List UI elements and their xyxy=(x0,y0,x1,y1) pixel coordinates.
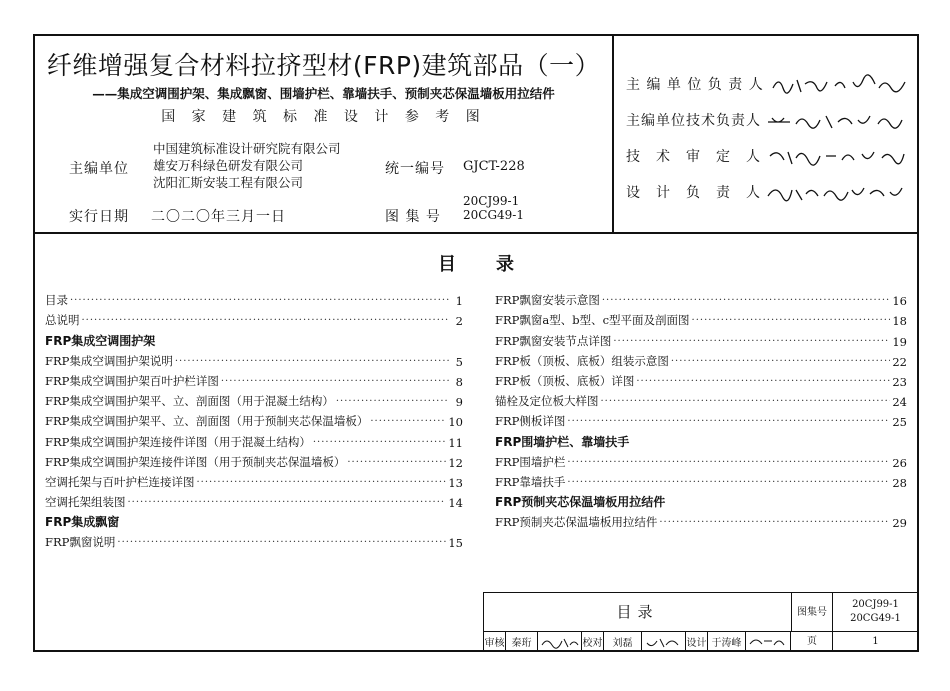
dot-leader xyxy=(117,536,446,550)
dot-leader xyxy=(636,375,890,389)
toc-page-number: 2 xyxy=(455,314,463,329)
toc-entry[interactable] xyxy=(495,288,907,308)
toc-entry-title: FRP侧板详图 xyxy=(495,414,566,429)
toc-page-number: 13 xyxy=(448,475,463,490)
responsible-label-4: 设 计 负 责 人 xyxy=(626,185,761,201)
toc-section-title: FRP预制夹芯保温墙板用拉结件 xyxy=(495,495,666,510)
toc-section-title: FRP围墙护栏、靠墙扶手 xyxy=(495,434,630,449)
dot-leader xyxy=(70,294,449,308)
toc-page-number: 23 xyxy=(892,374,907,389)
toc-entry-title: 锚栓及定位板大样图 xyxy=(495,394,599,409)
dot-leader xyxy=(197,476,447,490)
toc-entry-title: FRP飘窗安装示意图 xyxy=(495,293,600,308)
toc-entry[interactable] xyxy=(45,308,463,328)
title-block-meta xyxy=(792,593,918,651)
editor-label: 主编单位 xyxy=(69,161,129,177)
toc-entry[interactable] xyxy=(495,328,907,348)
editor-org-3: 沈阳汇斯安装工程有限公司 xyxy=(153,175,304,190)
toc-entry[interactable] xyxy=(45,369,463,389)
toc-entry[interactable] xyxy=(45,490,463,510)
toc-title: 目录 xyxy=(438,254,554,275)
toc-page-number: 22 xyxy=(892,354,907,369)
toc-entry[interactable] xyxy=(495,470,907,490)
toc-entry-title: FRP集成空调围护架平、立、剖面图（用于预制夹芯保温墙板） xyxy=(45,414,369,429)
toc-entry[interactable] xyxy=(495,308,907,328)
toc-entry-title: FRP集成空调围护架平、立、剖面图（用于混凝土结构） xyxy=(45,394,334,409)
effective-date: 二〇二〇年三月一日 xyxy=(151,209,286,225)
toc-page-number: 12 xyxy=(448,455,463,470)
tb-atlas-no-1: 20CJ99-1 xyxy=(852,599,899,610)
toc-section-heading xyxy=(45,510,463,530)
toc-entry[interactable] xyxy=(495,450,907,470)
header-info xyxy=(35,36,614,232)
toc-page-number: 26 xyxy=(892,455,907,470)
toc-page-number: 28 xyxy=(892,475,907,490)
toc-section-title: FRP集成空调围护架 xyxy=(45,333,156,348)
toc-entry-title: FRP集成空调围护架连接件详图（用于预制夹芯保温墙板） xyxy=(45,454,346,469)
toc-entry[interactable] xyxy=(45,450,463,470)
dot-leader xyxy=(567,456,890,470)
page-label: 页 xyxy=(807,636,817,647)
date-label: 实行日期 xyxy=(69,209,129,225)
toc-entry-title: 目录 xyxy=(45,293,68,308)
toc-entry-title: FRP板（顶板、底板）组装示意图 xyxy=(495,353,669,368)
design-label: 设计 xyxy=(686,632,708,651)
toc-entry[interactable] xyxy=(495,369,907,389)
toc-right-column xyxy=(495,288,907,530)
toc-page-number: 8 xyxy=(455,374,463,389)
toc-left-column xyxy=(45,288,463,550)
title-block xyxy=(483,592,918,651)
dot-leader xyxy=(221,375,449,389)
toc-entry[interactable] xyxy=(45,288,463,308)
responsible-label-3: 技 术 审 定 人 xyxy=(626,149,761,165)
toc-section-heading xyxy=(495,429,907,449)
handwritten-signature-icon xyxy=(766,182,916,204)
toc-entry[interactable] xyxy=(495,389,907,409)
toc-entry-title: FRP集成空调围护架百叶护栏详图 xyxy=(45,373,219,388)
atlas-label: 图集号 xyxy=(797,607,827,618)
toc-entry-title: FRP飘窗说明 xyxy=(45,535,116,550)
dot-leader xyxy=(613,335,890,349)
responsibles-block xyxy=(614,36,917,232)
toc-entry-title: FRP靠墙扶手 xyxy=(495,474,566,489)
dot-leader xyxy=(659,516,890,530)
toc-entry[interactable] xyxy=(45,530,463,550)
subtitle: ——集成空调围护架、集成飘窗、围墙护栏、靠墙扶手、预制夹芯保温墙板用拉结件 xyxy=(92,86,555,101)
handwritten-signature-icon xyxy=(766,146,916,168)
checker-signature-icon xyxy=(642,632,686,651)
cover-header xyxy=(35,36,917,234)
dot-leader xyxy=(347,456,446,470)
handwritten-signature-icon xyxy=(766,110,916,132)
dot-leader xyxy=(602,294,890,308)
toc-page-number: 9 xyxy=(455,395,463,410)
responsible-label-2: 主编单位技术负责人 xyxy=(626,113,761,129)
responsible-row-4 xyxy=(626,182,916,204)
toc-entry-title: 空调托架组装图 xyxy=(45,495,126,510)
review-label: 审核 xyxy=(484,632,506,651)
toc-entry-title: FRP围墙护栏 xyxy=(495,454,566,469)
standard-label: 国 家 建 筑 标 准 设 计 参 考 图 xyxy=(161,109,486,125)
toc-page-number: 14 xyxy=(448,496,463,511)
designer-name: 于涛峰 xyxy=(708,632,746,651)
dot-leader xyxy=(128,496,447,510)
signoff-row xyxy=(484,632,791,651)
checker-name: 刘磊 xyxy=(604,632,642,651)
dot-leader xyxy=(336,395,449,409)
toc-page-number: 1 xyxy=(455,294,463,309)
toc-entry-title: FRP飘窗a型、b型、c型平面及剖面图 xyxy=(495,313,690,328)
dot-leader xyxy=(567,476,890,490)
toc-page-number: 10 xyxy=(448,415,463,430)
toc-section-title: FRP集成飘窗 xyxy=(45,515,120,530)
toc-entry-title: FRP集成空调围护架连接件详图（用于混凝土结构） xyxy=(45,434,311,449)
toc-entry[interactable] xyxy=(495,349,907,369)
drawing-name: 目录 xyxy=(484,593,792,632)
responsible-row-1 xyxy=(626,74,919,96)
toc-entry[interactable] xyxy=(45,389,463,409)
toc-page-number: 29 xyxy=(892,516,907,531)
toc-page-number: 19 xyxy=(892,334,907,349)
dot-leader xyxy=(175,355,449,369)
toc-entry-title: 总说明 xyxy=(45,313,80,328)
toc-entry-title: 空调托架与百叶护栏连接详图 xyxy=(45,474,195,489)
toc-entry[interactable] xyxy=(495,409,907,429)
toc-entry[interactable] xyxy=(45,349,463,369)
toc-section-heading xyxy=(45,328,463,348)
responsible-label-1: 主 编 单 位 负 责 人 xyxy=(626,77,764,93)
handwritten-signature-icon xyxy=(769,74,919,96)
dot-leader xyxy=(567,415,890,429)
toc-page-number: 15 xyxy=(448,536,463,551)
page-number: 1 xyxy=(872,636,879,647)
toc-page-number: 24 xyxy=(892,395,907,410)
reviewer-signature-icon xyxy=(538,632,582,651)
toc-entry[interactable] xyxy=(45,409,463,429)
dot-leader xyxy=(82,314,450,328)
toc-entry[interactable] xyxy=(45,429,463,449)
toc-entry-title: FRP飘窗安装节点详图 xyxy=(495,333,612,348)
toc-section-heading xyxy=(495,490,907,510)
unified-no-label: 统一编号 xyxy=(385,161,445,177)
toc-page-number: 5 xyxy=(455,354,463,369)
designer-signature-icon xyxy=(746,632,791,651)
responsible-row-3 xyxy=(626,146,916,168)
drawing-frame xyxy=(33,34,919,652)
editor-org-2: 雄安万科绿色研发有限公司 xyxy=(153,158,304,173)
toc-page-number: 25 xyxy=(892,415,907,430)
check-label: 校对 xyxy=(582,632,604,651)
responsible-row-2 xyxy=(626,110,916,132)
toc-page-number: 16 xyxy=(892,294,907,309)
dot-leader xyxy=(370,415,446,429)
main-title: 纤维增强复合材料拉挤型材(FRP)建筑部品（一） xyxy=(46,51,601,80)
atlas-no-label: 图 集 号 xyxy=(385,209,441,225)
toc-entry-title: FRP集成空调围护架说明 xyxy=(45,353,173,368)
atlas-no-1: 20CJ99-1 xyxy=(463,194,520,208)
dot-leader xyxy=(671,355,890,369)
tb-atlas-no-2: 20CG49-1 xyxy=(850,613,901,624)
unified-no: GJCT-228 xyxy=(463,159,525,174)
atlas-no-2: 20CG49-1 xyxy=(463,208,524,222)
toc-entry-title: FRP预制夹芯保温墙板用拉结件 xyxy=(495,515,658,530)
toc-page-number: 18 xyxy=(892,314,907,329)
toc-entry[interactable] xyxy=(45,470,463,490)
toc-page-number: 11 xyxy=(448,435,463,450)
dot-leader xyxy=(313,436,446,450)
reviewer-name: 秦珩 xyxy=(506,632,538,651)
dot-leader xyxy=(692,314,891,328)
toc-entry-title: FRP板（顶板、底板）详图 xyxy=(495,373,635,388)
toc-entry[interactable] xyxy=(495,510,907,530)
dot-leader xyxy=(601,395,891,409)
editor-org-1: 中国建筑标准设计研究院有限公司 xyxy=(153,141,341,156)
